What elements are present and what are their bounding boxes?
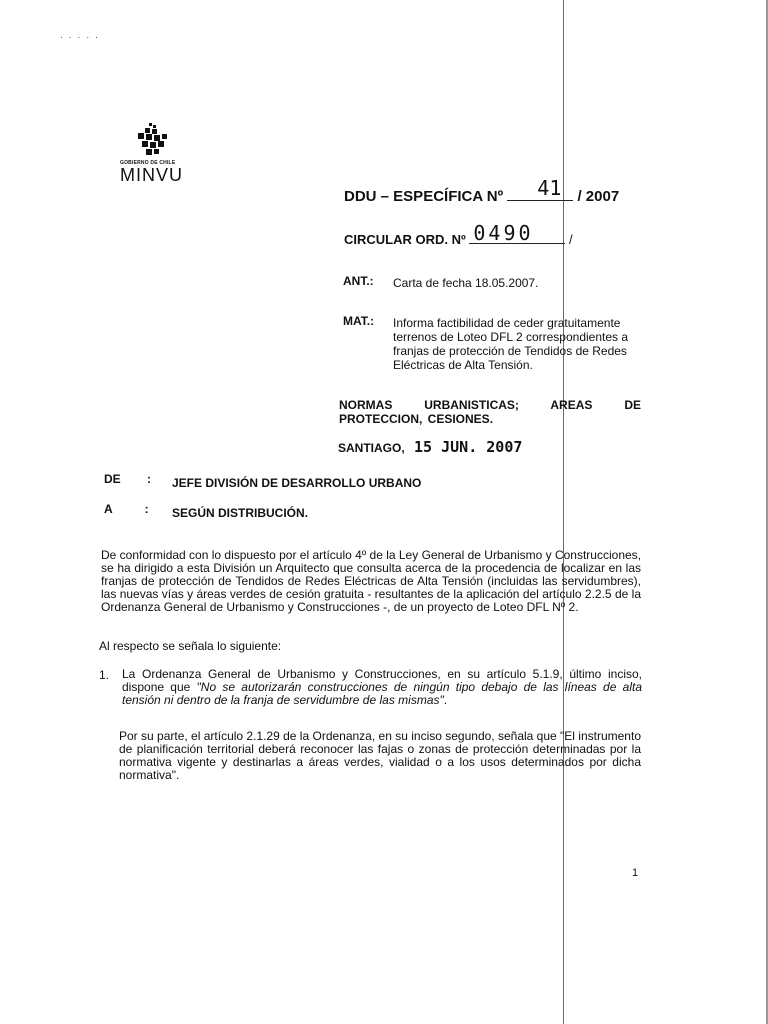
scan-specks: ..... — [60, 30, 104, 41]
ddu-number-blank — [507, 176, 573, 201]
intro-paragraph: De conformidad con lo dispuesto por el artículo 4º de la Ley General de Urbanismo y Construcciones, se ha dirigido a esta División un Arquitecto que consulta acerca de la procedencia de localizar en las franjas de protección de Tendidos de Redes Eléctricas de Alta Tensión (incluidas las servidumbres), las nuevas vías y áreas verdes de cesión gratuita - resultantes de la aplicación del artículo 2.2.5 de la Ordenanza General de Urbanismo y Construcciones -, de un proyecto de Loteo DFL Nº 2. — [101, 548, 641, 614]
logo-minvu-text: MINVU — [120, 165, 183, 185]
scan-vertical-line — [563, 0, 564, 1024]
item1-lead: La Ordenanza General de Urbanismo y Construcciones, en su artículo 5.1.9, último inciso, dispone que — [122, 667, 642, 694]
item1-number: 1. — [99, 668, 110, 682]
item1-end: . — [443, 693, 448, 707]
de-colon: : — [147, 472, 152, 486]
circular-number: 0490 — [473, 221, 534, 245]
item1-paragraph — [122, 668, 642, 707]
a-text: SEGÚN DISTRIBUCIÓN. — [172, 506, 309, 520]
ant-text: Carta de fecha 18.05.2007. — [393, 276, 539, 290]
item2-paragraph: Por su parte, el artículo 2.1.29 de la Ordenanza, en su inciso segundo, señala que "El instrumento de planificación territorial deberá reconocer las fajas o zonas de protección determinadas por la normativa vigente y destinarlas a áreas verdes, vialidad o a los usos determinados por dicha normativa". — [119, 729, 641, 782]
item1-quote: "No se autorizarán construcciones de ningún tipo debajo de las líneas de alta tensión ni dentro de la franja de servidumbre de las mismas" — [122, 680, 642, 707]
santiago-date-line — [338, 438, 522, 456]
circular-suffix: / — [569, 232, 573, 247]
page-number: 1 — [632, 867, 639, 879]
ddu-title — [344, 176, 620, 205]
ddu-year: / 2007 — [577, 188, 620, 205]
respecto-line: Al respecto se señala lo siguiente: — [99, 639, 282, 653]
ddu-number: 41 — [537, 176, 562, 200]
de-label: DE — [104, 472, 121, 486]
logo-mark-icon — [132, 122, 170, 158]
logo-government-text: GOBIERNO DE CHILE — [120, 160, 176, 166]
normas-subject: NORMAS URBANISTICAS; AREAS DE PROTECCION, CESIONES. — [339, 398, 641, 426]
ddu-prefix: DDU – ESPECÍFICA Nº — [344, 188, 504, 205]
ant-label: ANT.: — [343, 274, 374, 288]
de-label-row — [104, 472, 162, 486]
a-label: A — [104, 502, 113, 516]
mat-text: Informa factibilidad de ceder gratuitamente terrenos de Loteo DFL 2 correspondientes a franjas de protección de Tendidos de Redes Eléctricas de Alta Tensión. — [393, 316, 629, 372]
mat-label: MAT.: — [343, 314, 375, 328]
circular-prefix: CIRCULAR ORD. Nº — [344, 232, 466, 247]
de-text: JEFE DIVISIÓN DE DESARROLLO URBANO — [172, 476, 422, 490]
a-colon: : — [144, 502, 149, 516]
minvu-logo — [120, 122, 200, 186]
a-label-row — [104, 502, 160, 516]
circular-number-blank — [469, 221, 565, 245]
circular-ord — [344, 221, 573, 247]
date-stamp: 15 JUN. 2007 — [414, 438, 523, 456]
santiago-label: SANTIAGO, — [338, 441, 405, 455]
